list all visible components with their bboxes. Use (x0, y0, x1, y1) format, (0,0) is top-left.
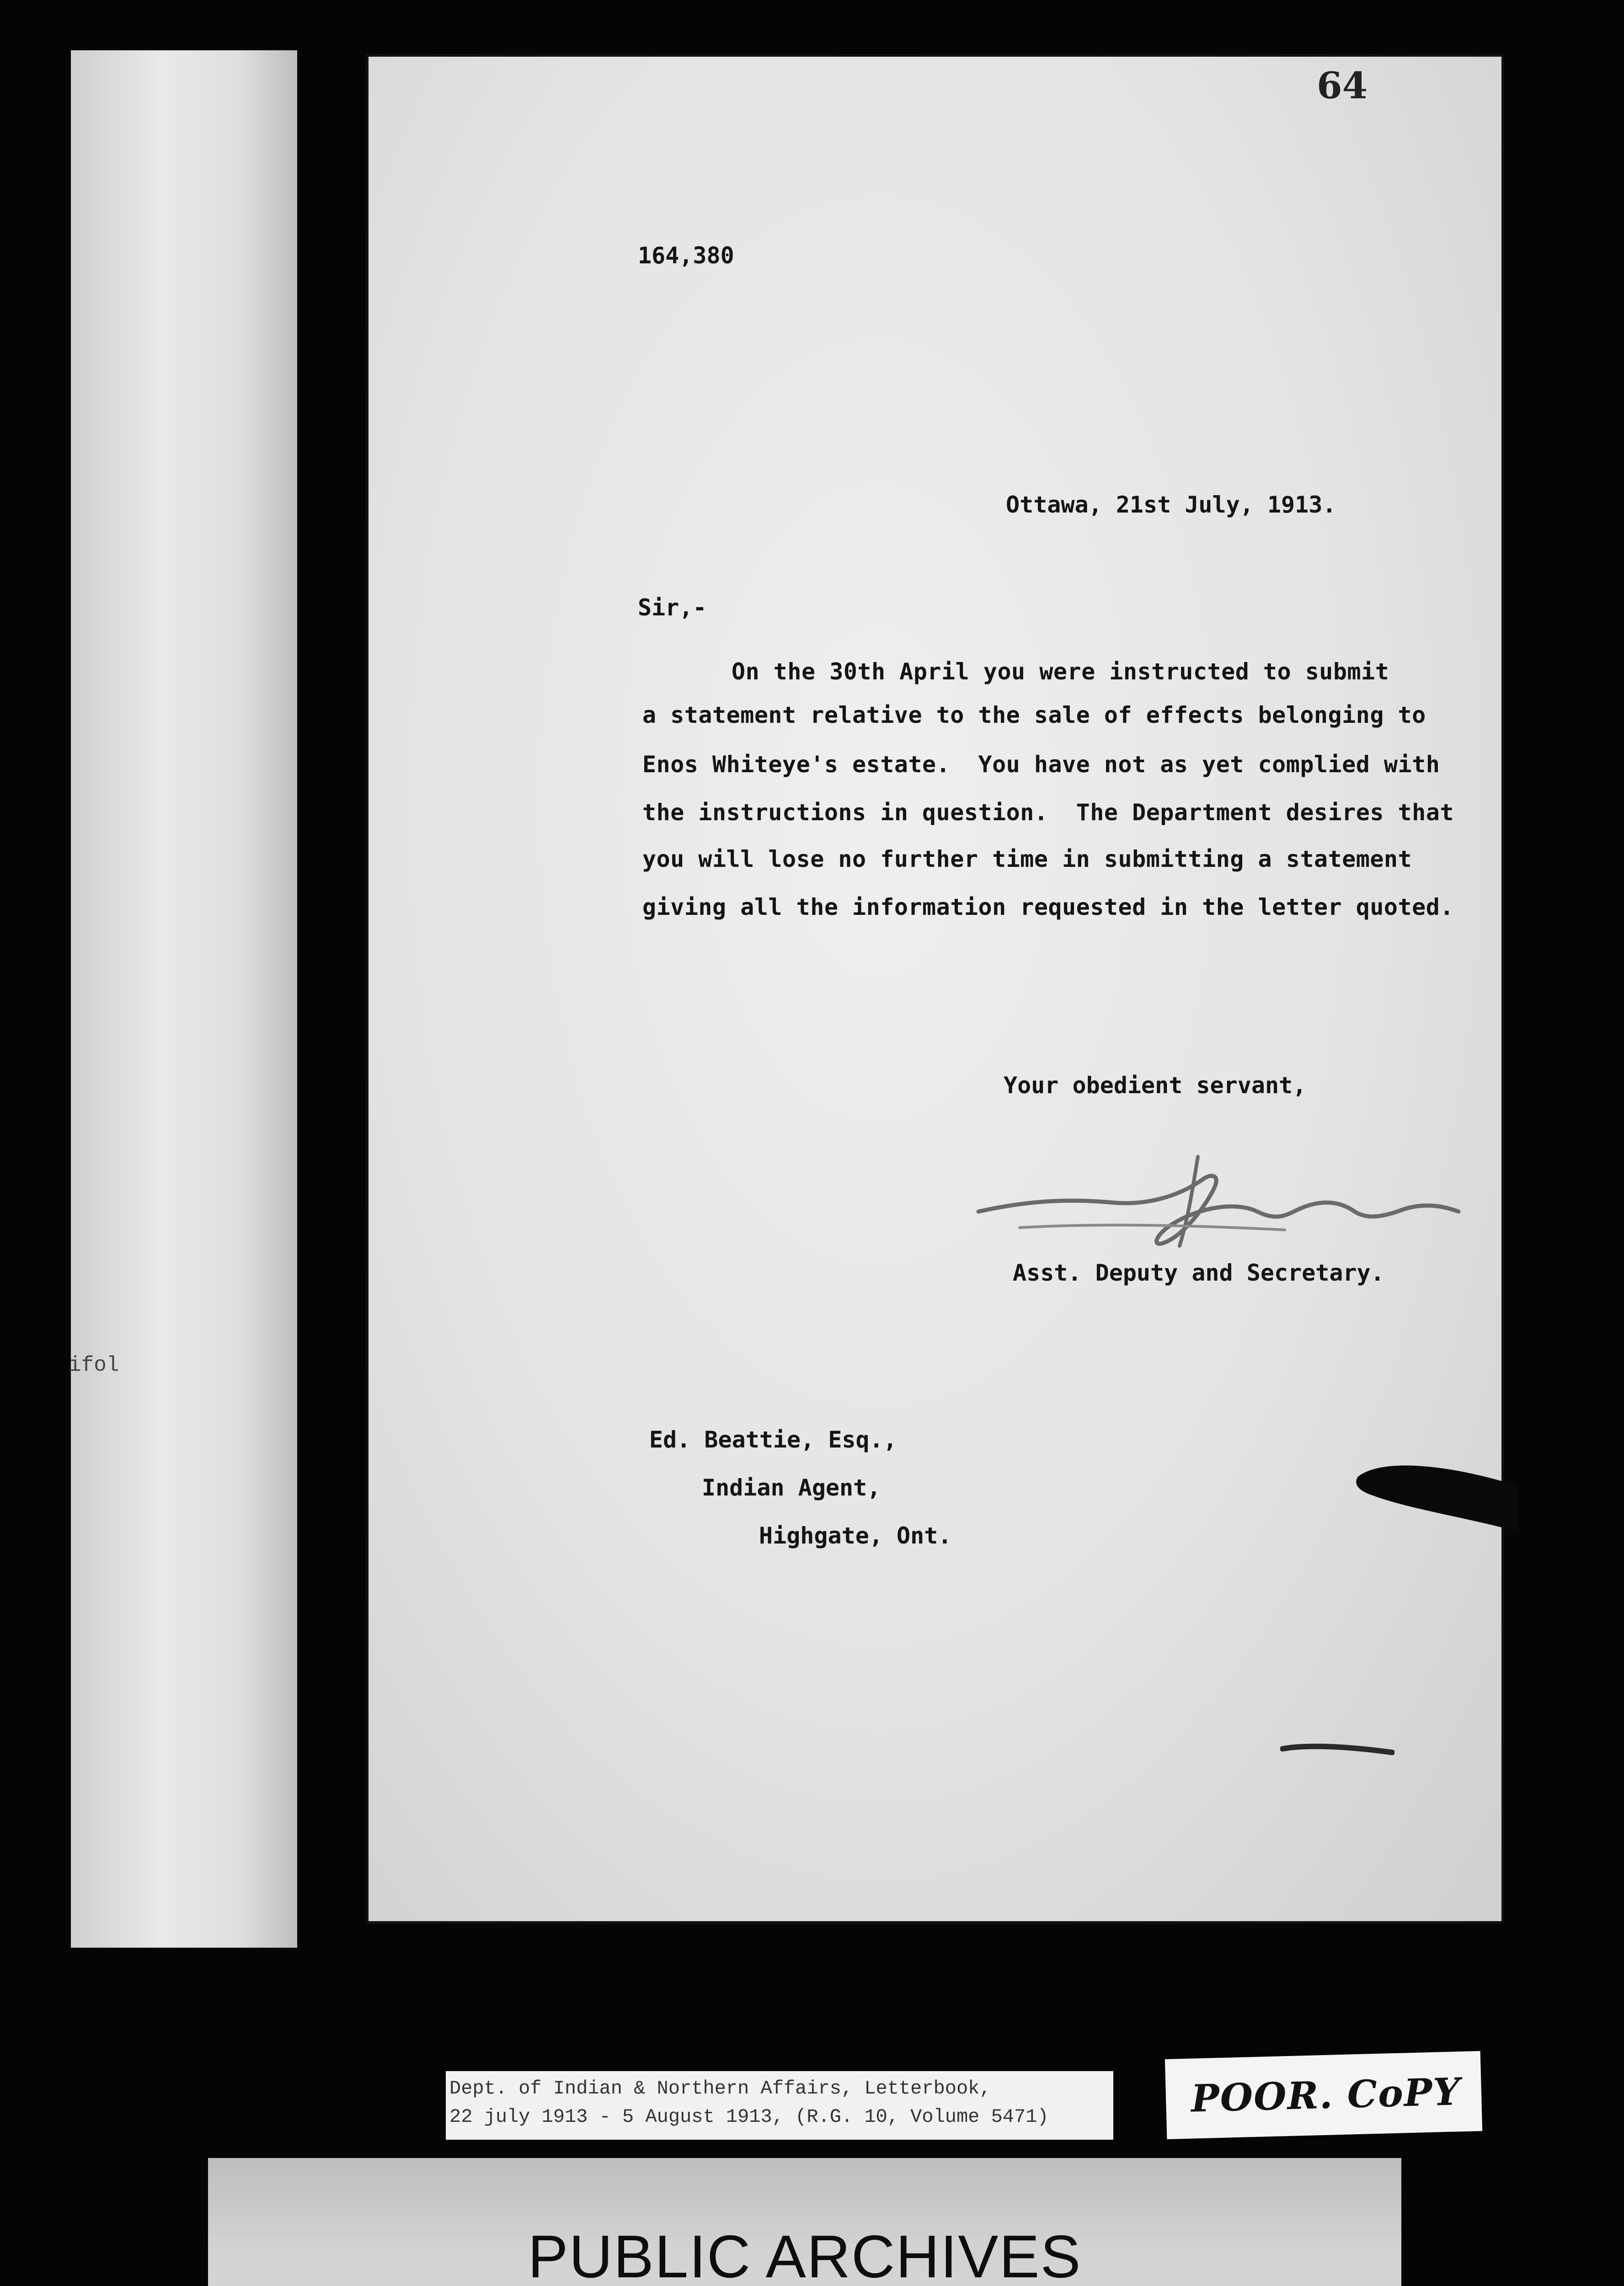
left-facing-page (71, 50, 297, 1948)
file-number: 164,380 (638, 242, 734, 269)
letter-page (366, 54, 1504, 1924)
body-line: On the 30th April you were instructed to submit (732, 658, 1389, 685)
archive-stamp-card (208, 2158, 1401, 2286)
slip-line: Dept. of Indian & Northern Affairs, Letterbook, (449, 2078, 991, 2099)
body-line: the instructions in question. The Department desires that (642, 799, 1454, 826)
slip-line: 22 july 1913 - 5 August 1913, (R.G. 10, Volume 5471) (449, 2106, 1049, 2128)
poor-copy-tag (1165, 2051, 1482, 2139)
poor-copy-text: POOR. CoPY (1190, 2070, 1462, 2121)
page-number: 64 (1317, 64, 1368, 107)
archive-title-en: PUBLIC ARCHIVES (528, 2223, 1082, 2286)
left-page-text-fragment: ifol (69, 1353, 119, 1377)
salutation: Sir,- (638, 594, 707, 621)
ink-smudge (1280, 1740, 1394, 1758)
catalogue-slip (446, 2071, 1113, 2140)
signatory-title: Asst. Deputy and Secretary. (1013, 1260, 1384, 1286)
finger-shadow (1353, 1458, 1518, 1532)
body-line: Enos Whiteye's estate. You have not as yet complied with (642, 751, 1440, 778)
body-line: a statement relative to the sale of effects belonging to (642, 702, 1426, 728)
body-line: you will lose no further time in submitting a statement (642, 846, 1412, 872)
handwritten-signature (965, 1148, 1472, 1253)
closing: Your obedient servant, (1004, 1072, 1307, 1099)
address-line: Indian Agent, (702, 1474, 881, 1501)
date-line: Ottawa, 21st July, 1913. (1006, 491, 1336, 518)
body-line: giving all the information requested in the letter quoted. (642, 894, 1454, 920)
address-line: Highgate, Ont. (759, 1522, 952, 1549)
address-line: Ed. Beattie, Esq., (649, 1426, 897, 1453)
